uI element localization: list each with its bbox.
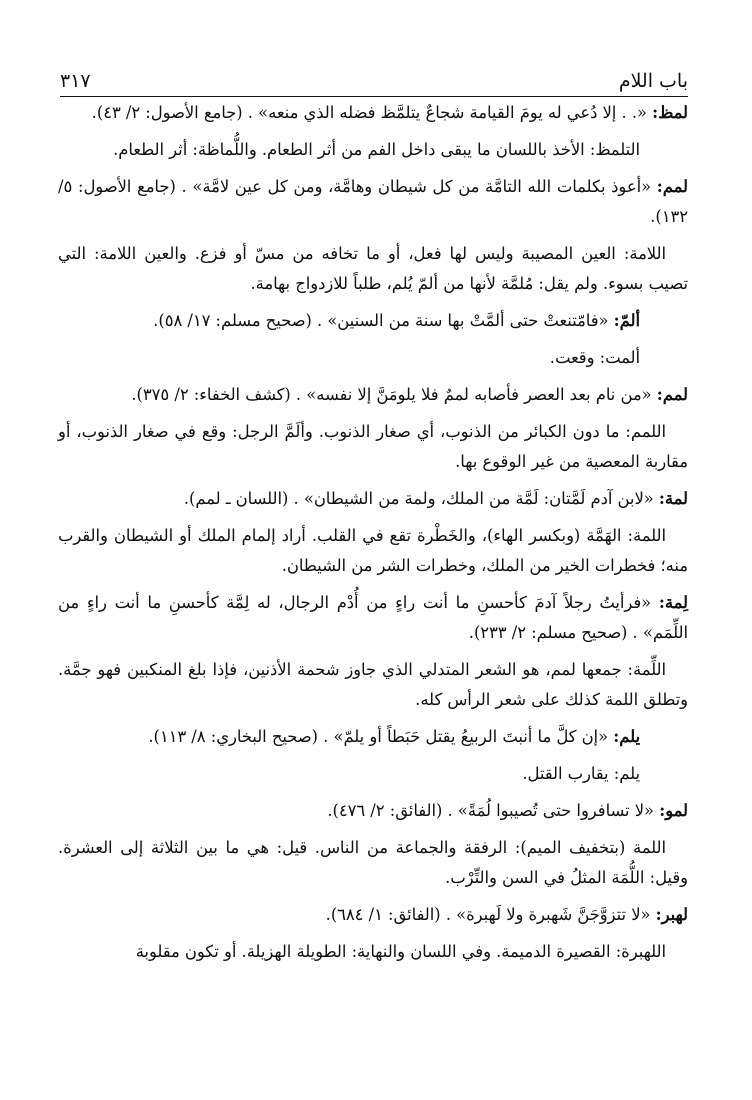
gloss-paragraph bbox=[58, 759, 688, 789]
gloss-paragraph bbox=[58, 655, 688, 715]
entry-paragraph bbox=[58, 588, 688, 648]
gloss-paragraph bbox=[58, 833, 688, 893]
headword: لمم: bbox=[656, 177, 688, 196]
headword: لمة: bbox=[658, 489, 688, 508]
entry-paragraph bbox=[58, 796, 688, 826]
gloss-text: يلم: يقارب القتل. bbox=[522, 764, 640, 783]
entry-text: «. . إلا دُعي له يومَ القيامة شجاعٌ يتلمَّظ فضله الذي منعه» . (جامع الأصول: ٢/ ٤٣). bbox=[91, 103, 653, 122]
page-header bbox=[60, 52, 688, 97]
gloss-paragraph bbox=[58, 417, 688, 477]
gloss-text: اللهبرة: القصيرة الدميمة. وفي اللسان والنهاية: الطويلة الهزيلة. أو تكون مقلوبة bbox=[135, 942, 666, 961]
entry-text: «لا تسافروا حتى تُصيبوا لُمَةً» . (الفائق: ٢/ ٤٧٦). bbox=[327, 801, 660, 820]
headword: لهبر: bbox=[655, 905, 688, 924]
page-number: ٣١٧ bbox=[60, 70, 91, 92]
headword: لِمة: bbox=[658, 593, 688, 612]
gloss-text: اللامة: العين المصيبة وليس لها فعل، أو ما تخافه من مسّ أو فزع. والعين اللامة: التي تصيب بسوء. ولم يقل: مُلمَّة لأنها من ألمّ يُلم، طلباً للازدواج بهامة. bbox=[58, 244, 688, 293]
section-title: باب اللام bbox=[618, 70, 688, 92]
entry-paragraph bbox=[58, 900, 688, 930]
entry-paragraph bbox=[58, 722, 688, 752]
gloss-paragraph bbox=[58, 135, 688, 165]
headword: لمو: bbox=[659, 801, 688, 820]
entry-paragraph bbox=[58, 172, 688, 232]
gloss-paragraph bbox=[58, 239, 688, 299]
gloss-text: اللِّمة: جمعها لمم، هو الشعر المتدلي الذي جاوز شحمة الأذنين، فإذا بلغ المنكبين فهو جمَّة. وتطلق اللمة كذلك على شعر الرأس كله. bbox=[58, 660, 688, 709]
headword: ألمّ: bbox=[613, 311, 640, 330]
entry-text: «لا تتزوَّجَنَّ شَهبرة ولا لَهبرة» . (الفائق: ١/ ٦٨٤). bbox=[325, 905, 656, 924]
headword: لمظ: bbox=[652, 103, 688, 122]
entry-text: «من نام بعد العصر فأصابه لممٌ فلا يلومَنَّ إلا نفسه» . (كشف الخفاء: ٢/ ٣٧٥). bbox=[131, 385, 657, 404]
entry-paragraph bbox=[58, 484, 688, 514]
gloss-paragraph bbox=[58, 937, 688, 967]
headword: يلم: bbox=[613, 727, 640, 746]
entry-text: «فرأيتُ رجلاً آدمَ كأحسنِ ما أنت راءٍ من أُدْم الرجال، له لِمَّة كأحسنِ ما أنت راءٍ من اللِّمَم» . (صحيح مسلم: ٢/ ٢٣٣). bbox=[58, 593, 688, 642]
gloss-paragraph bbox=[58, 343, 688, 373]
entry-text: «أعوذ بكلمات الله التامَّة من كل شيطان وهامَّة، ومن كل عين لامَّة» . (جامع الأصول: ٥/ ١٣٢). bbox=[58, 177, 688, 226]
entry-paragraph bbox=[58, 306, 688, 336]
gloss-text: التلمظ: الأخذ باللسان ما يبقى داخل الفم من أثر الطعام. واللُّماظة: أثر الطعام. bbox=[113, 140, 640, 159]
entry-text: «إن كلَّ ما أنبتَ الربيعُ يقتل حَبَطاً أو يلمّ» . (صحيح البخاري: ٨/ ١١٣). bbox=[148, 727, 614, 746]
entry-text: «فامّتنعتْ حتى ألمَّتْ بها سنة من السنين» . (صحيح مسلم: ١٧/ ٥٨). bbox=[153, 311, 614, 330]
headword: لمم: bbox=[656, 385, 688, 404]
page-body bbox=[58, 98, 688, 974]
gloss-text: ألمت: وقعت. bbox=[549, 348, 640, 367]
gloss-text: اللمم: ما دون الكبائر من الذنوب، أي صغار الذنوب. وألَمَّ الرجل: وقع في صغار الذنوب، أو مقاربة المعصية من غير الوقوع بها. bbox=[58, 422, 688, 471]
gloss-text: اللمة (بتخفيف الميم): الرفقة والجماعة من الناس. قيل: هي ما بين الثلاثة إلى العشرة. وقيل: اللُّمَة المثلُ في السن والتِّرْب. bbox=[58, 838, 688, 887]
gloss-text: اللمة: الهَمَّة (وبكسر الهاء)، والخَطْرة تقع في القلب. أراد إلمام الملك أو الشيطان والقرب منه؛ فخطرات الخير من الملك، وخطرات الشر من الشيطان. bbox=[58, 526, 688, 575]
entry-text: «لابن آدم لَمَّتان: لَمَّة من الملك، ولمة من الشيطان» . (اللسان ـ لمم). bbox=[183, 489, 659, 508]
entry-paragraph bbox=[58, 380, 688, 410]
gloss-paragraph bbox=[58, 521, 688, 581]
entry-paragraph bbox=[58, 98, 688, 128]
